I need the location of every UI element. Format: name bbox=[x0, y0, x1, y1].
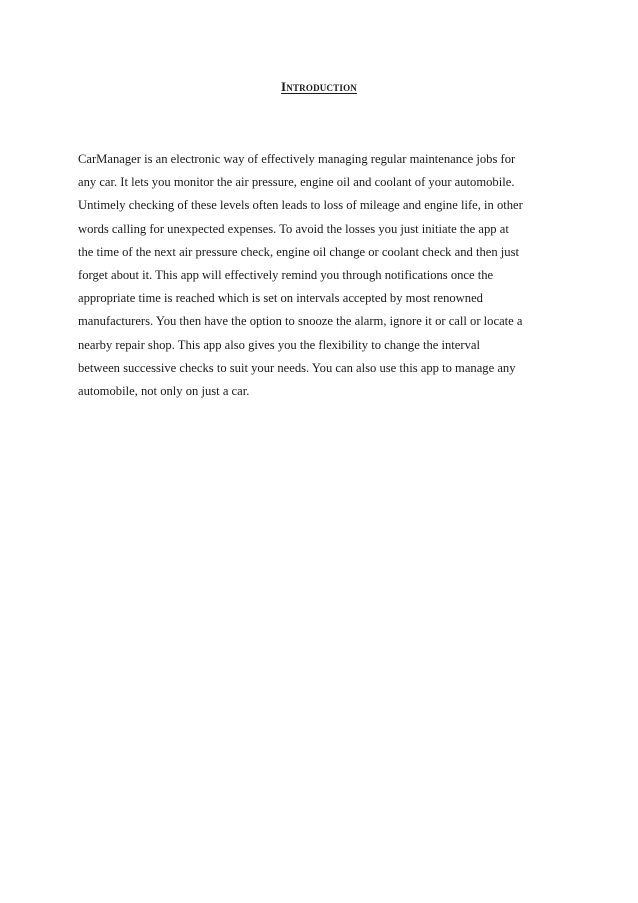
paragraph-line: automobile, not only on just a car. bbox=[78, 384, 250, 399]
introduction-paragraph bbox=[78, 148, 568, 403]
paragraph-line: any car. It lets you monitor the air pressure, engine oil and coolant of your automobile. bbox=[78, 175, 515, 190]
paragraph-line: Untimely checking of these levels often leads to loss of mileage and engine life, in other bbox=[78, 198, 523, 213]
paragraph-line: words calling for unexpected expenses. To avoid the losses you just initiate the app at bbox=[78, 221, 509, 236]
paragraph-line: between successive checks to suit your needs. You can also use this app to manage any bbox=[78, 360, 516, 375]
paragraph-line: forget about it. This app will effectively remind you through notifications once the bbox=[78, 268, 494, 283]
page-title: Introduction bbox=[281, 79, 357, 94]
paragraph-line: appropriate time is reached which is set on intervals accepted by most renowned bbox=[78, 291, 483, 306]
paragraph-line: the time of the next air pressure check, engine oil change or coolant check and then just bbox=[78, 244, 519, 259]
paragraph-line: nearby repair shop. This app also gives you the flexibility to change the interval bbox=[78, 337, 480, 352]
paragraph-line: manufacturers. You then have the option to snooze the alarm, ignore it or call or locate a bbox=[78, 314, 523, 329]
paragraph-line: CarManager is an electronic way of effectively managing regular maintenance jobs for bbox=[78, 152, 516, 166]
